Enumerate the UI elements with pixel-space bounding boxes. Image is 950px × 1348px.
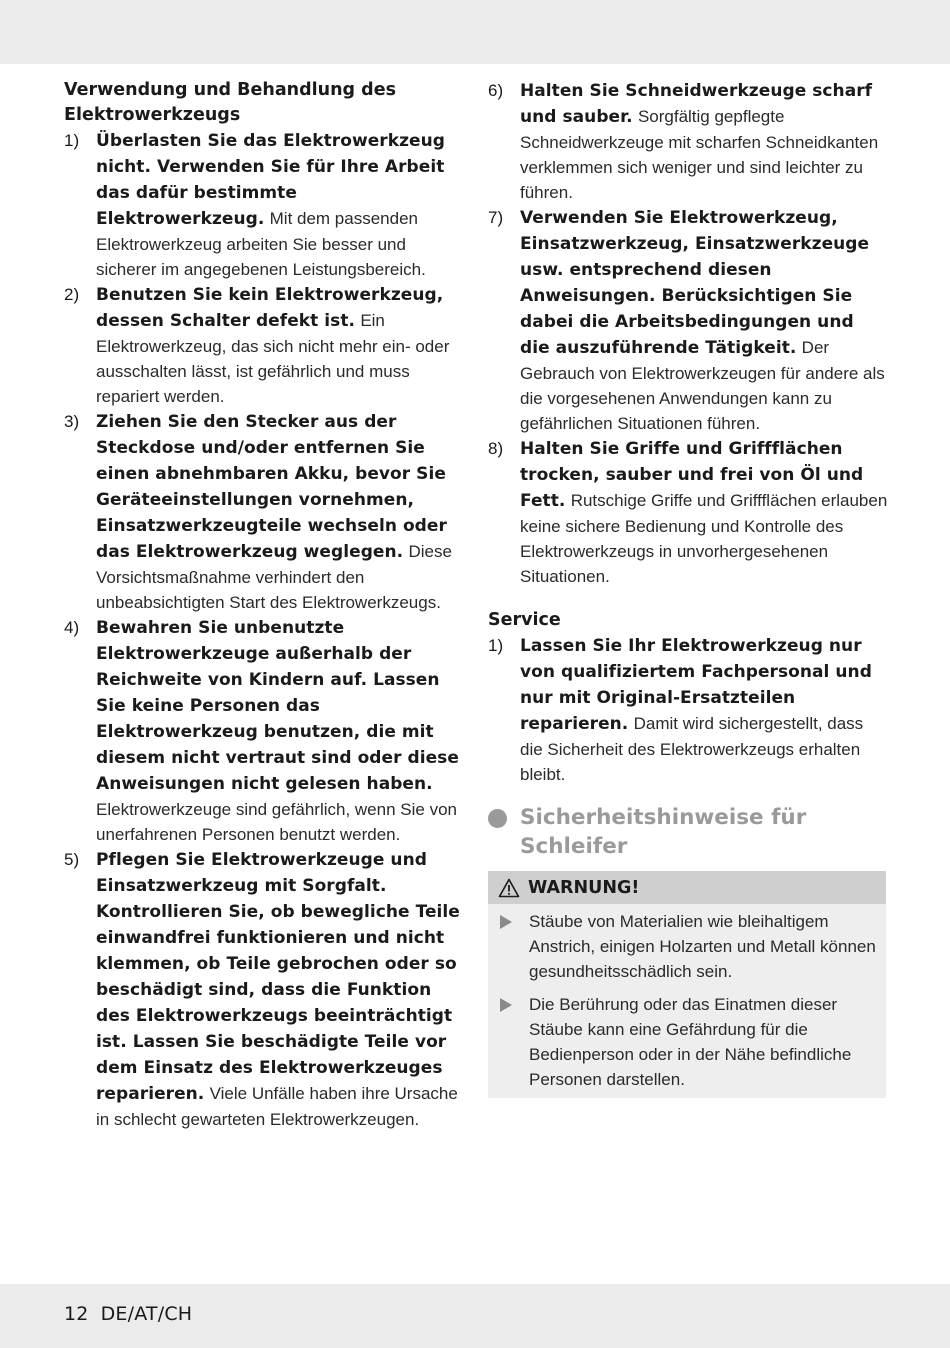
warning-item	[488, 909, 886, 984]
item-number: 1)	[488, 636, 504, 655]
warning-triangle-icon	[498, 878, 520, 898]
left-column	[64, 78, 462, 1132]
item-number: 4)	[64, 618, 80, 637]
item-bold-text: Bewahren Sie unbenutzte Elektrowerkzeuge außerhalb der Reichweite von Kindern auf. Lassen Sie keine Personen das Elektrowerkzeug benutzen, die mit diesem nicht vertraut sind oder diese Anweisungen nicht gelesen haben.	[96, 618, 459, 794]
bullet-circle-icon	[488, 809, 507, 828]
warning-item-text: Die Berührung oder das Einatmen dieser Stäube kann eine Gefährdung für die Bedienperson oder in der Nähe befindliche Personen darstellen.	[529, 995, 852, 1089]
item-number: 7)	[488, 208, 504, 227]
item-bold-text: Halten Sie Schneidwerkzeuge scharf und sauber.	[520, 81, 873, 127]
list-item	[64, 128, 462, 282]
warning-box	[488, 871, 886, 1098]
item-text: Der Gebrauch von Elektrowerkzeugen für andere als die vorgesehenen Anwendungen kann zu gefährlichen Situationen führen.	[520, 338, 885, 433]
header-band	[0, 0, 950, 64]
locale-label: DE/AT/CH	[100, 1303, 193, 1325]
right-column	[488, 78, 888, 1098]
section-title-text: Sicherheitshinweise für Schleifer	[520, 805, 807, 859]
item-text: Damit wird sichergestellt, dass die Sicherheit des Elektrowerkzeugs erhalten bleibt.	[520, 714, 864, 784]
list-item	[64, 847, 462, 1132]
page-number: 12	[64, 1303, 89, 1325]
list-item	[64, 615, 462, 847]
item-text: Elektrowerkzeuge sind gefährlich, wenn Sie von unerfahrenen Personen benutzt werden.	[96, 800, 457, 844]
list-item	[488, 205, 888, 436]
item-bold-text: Halten Sie Griffe und Griffflächen trocken, sauber und frei von Öl und Fett.	[520, 439, 864, 511]
item-bold-text: Überlasten Sie das Elektrowerkzeug nicht. Verwenden Sie für Ihre Arbeit das dafür bestimmte Elektrowerkzeug.	[96, 131, 445, 229]
triangle-bullet-icon	[500, 915, 512, 929]
section-heading-usage: Verwendung und Behandlung des Elektrowerkzeugs	[64, 80, 396, 125]
section-title-sander-safety	[488, 803, 888, 861]
item-number: 3)	[64, 412, 80, 431]
item-number: 6)	[488, 81, 504, 100]
item-text: Viele Unfälle haben ihre Ursache in schlecht gewarteten Elektrowerkzeugen.	[96, 1084, 458, 1129]
item-number: 2)	[64, 285, 80, 304]
page-footer	[64, 1303, 192, 1325]
item-number: 8)	[488, 439, 504, 458]
item-text: Mit dem passenden Elektrowerkzeug arbeiten Sie besser und sicherer im angegebenen Leistungsbereich.	[96, 209, 426, 279]
warning-header	[488, 871, 886, 904]
item-text: Diese Vorsichtsmaßnahme verhindert den unbeabsichtigten Start des Elektrowerkzeugs.	[96, 542, 452, 612]
item-bold-text: Verwenden Sie Elektrowerkzeug, Einsatzwerkzeug, Einsatzwerkzeuge usw. entsprechend diesen Anweisungen. Berücksichtigen Sie dabei die Arbeitsbedingungen und die auszuführende Tätigkeit.	[520, 208, 870, 358]
item-text: Sorgfältig gepflegte Schneidwerkzeuge mit scharfen Schneidkanten verklemmen sich weniger und sind leichter zu führen.	[520, 107, 879, 202]
item-bold-text: Ziehen Sie den Stecker aus der Steckdose und/oder entfernen Sie einen abnehmbaren Akku, bevor Sie Geräteeinstellungen vornehmen, Einsatzwerkzeugteile wechseln oder das Elektrowerkzeug weglegen.	[96, 412, 447, 562]
warning-label: WARNUNG!	[528, 877, 640, 898]
item-number: 1)	[64, 131, 80, 150]
item-text: Rutschige Griffe und Griffflächen erlauben keine sichere Bedienung und Kontrolle des Elektrowerkzeugs in unvorhergesehenen Situationen.	[520, 491, 888, 586]
item-bold-text: Lassen Sie Ihr Elektrowerkzeug nur von qualifiziertem Fachpersonal und nur mit Original-Ersatzteilen reparieren.	[520, 636, 872, 734]
list-item	[488, 436, 888, 589]
list-item	[488, 633, 888, 787]
section-heading-service: Service	[488, 610, 561, 630]
list-item	[64, 409, 462, 615]
item-text: Ein Elektrowerkzeug, das sich nicht mehr ein- oder ausschalten lässt, ist gefährlich und muss repariert werden.	[96, 311, 450, 406]
item-bold-text: Pflegen Sie Elektrowerkzeuge und Einsatzwerkzeug mit Sorgfalt. Kontrollieren Sie, ob bewegliche Teile einwandfrei funktionieren und nicht klemmen, ob Teile gebrochen oder so beschädigt sind, dass die Funktion des Elektrowerkzeugs beeinträchtigt ist. Lassen Sie beschädigte Teile vor dem Einsatz des Elektrowerkzeuges reparieren.	[96, 850, 460, 1104]
list-item	[488, 78, 888, 205]
item-bold-text: Benutzen Sie kein Elektrowerkzeug, dessen Schalter defekt ist.	[96, 285, 444, 331]
triangle-bullet-icon	[500, 998, 512, 1012]
list-item	[64, 282, 462, 409]
warning-item-text: Stäube von Materialien wie bleihaltigem Anstrich, einigen Holzarten und Metall können gesundheitsschädlich sein.	[529, 912, 876, 981]
item-number: 5)	[64, 850, 80, 869]
warning-item	[488, 992, 886, 1092]
